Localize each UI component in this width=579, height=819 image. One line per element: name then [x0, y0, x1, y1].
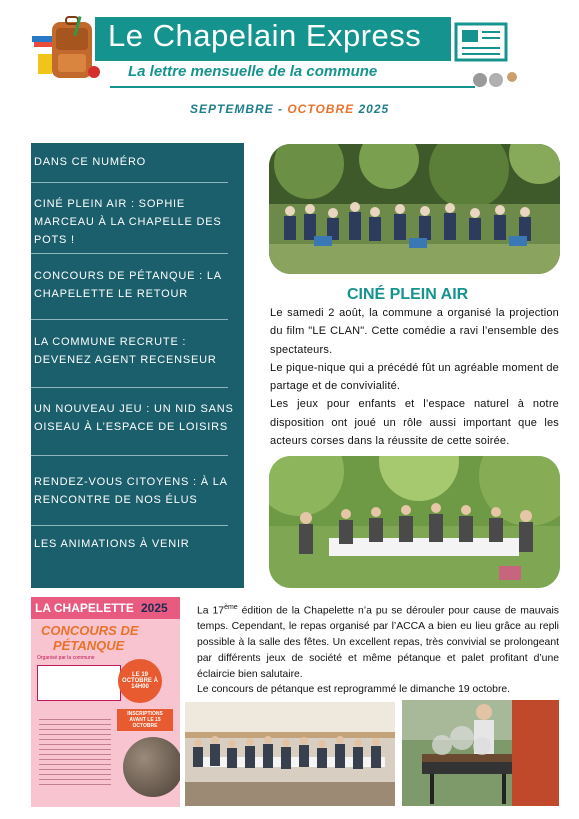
petanque-poster: [31, 597, 180, 807]
subtitle-underline: [110, 86, 475, 88]
poster-ball-image: [123, 737, 180, 797]
cine-paragraph: Le samedi 2 août, la commune a organisé la projection du film "LE CLAN". Cette comédie a ravi l’ensemble des spectateurs.: [270, 307, 559, 356]
cine-heading: CINÉ PLEIN AIR: [347, 286, 469, 303]
poster-text-block: [39, 715, 111, 785]
picnic-photo: [269, 456, 560, 588]
poster-line-2: CONCOURS DE: [41, 623, 139, 638]
cine-paragraph: Le pique-nique qui a précédé fût un agréable moment de partage et de convivialité.: [270, 361, 559, 393]
petanque-paragraph: La 17ème édition de la Chapelette n’a pu se dérouler pour cause de mauvais temps. Cependant, le repas organisé par l’ACCA a bien eu lieu grâce au repli possible à la salle des fêtes. Un excellent repas, très convivial se prolongeant par différents jeux de société et même pétanque et palet profitant d’une éclaircie bien salutaire.: [197, 604, 559, 680]
cine-paragraph: Les jeux pour enfants et l’espace naturel à notre disposition ont joué un rôle aussi important que les acteurs corses dans la réussite de cette soirée.: [270, 398, 559, 448]
sidebar-item-petanque[interactable]: CONCOURS DE PÉTANQUE : LA CHAPELETTE LE RETOUR: [34, 270, 222, 300]
newsletter-title: Le Chapelain Express: [108, 18, 422, 53]
cine-crowd-photo: [269, 144, 560, 274]
poster-title: LA CHAPELETTE: [35, 601, 134, 615]
divider: [31, 387, 228, 388]
divider: [31, 525, 228, 526]
contents-sidebar: [31, 143, 244, 588]
issue-date: SEPTEMBRE - OCTOBRE 2025: [190, 102, 390, 116]
petanque-balls-icon: [470, 68, 520, 90]
sidebar-item-nouveau-jeu[interactable]: UN NOUVEAU JEU : UN NID SANS OISEAU À L’ESPACE DE LOISIRS: [34, 403, 234, 433]
poster-line-3: PÉTANQUE: [53, 638, 125, 653]
divider: [31, 253, 228, 254]
divider: [31, 182, 228, 183]
sidebar-item-citoyens[interactable]: RENDEZ-VOUS CITOYENS : À LA RENCONTRE DE NOS ÉLUS: [34, 476, 228, 506]
hall-meal-photo: [185, 702, 395, 806]
poster-date-badge: LE 19 OCTOBRE À 14H00: [118, 659, 162, 703]
poster-note: INSCRIPTIONS AVANT LE 15 OCTOBRE: [117, 709, 173, 731]
petanque-article-body: [197, 600, 559, 698]
newspaper-icon: [452, 20, 512, 64]
poster-info-box: [37, 665, 121, 701]
barbecue-photo: [402, 700, 559, 806]
poster-year: 2025: [141, 601, 168, 615]
newsletter-subtitle: La lettre mensuelle de la commune: [128, 63, 378, 80]
divider: [31, 455, 228, 456]
sidebar-item-cine[interactable]: CINÉ PLEIN AIR : SOPHIE MARCEAU À LA CHAPELLE DES POTS !: [34, 198, 222, 246]
divider: [31, 319, 228, 320]
sidebar-item-animations[interactable]: LES ANIMATIONS À VENIR: [34, 538, 190, 550]
sidebar-heading: DANS CE NUMÉRO: [34, 156, 147, 168]
sidebar-item-recrute[interactable]: LA COMMUNE RECRUTE : DEVENEZ AGENT RECENSEUR: [34, 336, 217, 366]
petanque-paragraph: Le concours de pétanque est reprogrammé le dimanche 19 octobre.: [197, 684, 511, 696]
cine-article-body: [270, 304, 559, 450]
poster-organiser: Organisé par la commune: [37, 655, 95, 661]
